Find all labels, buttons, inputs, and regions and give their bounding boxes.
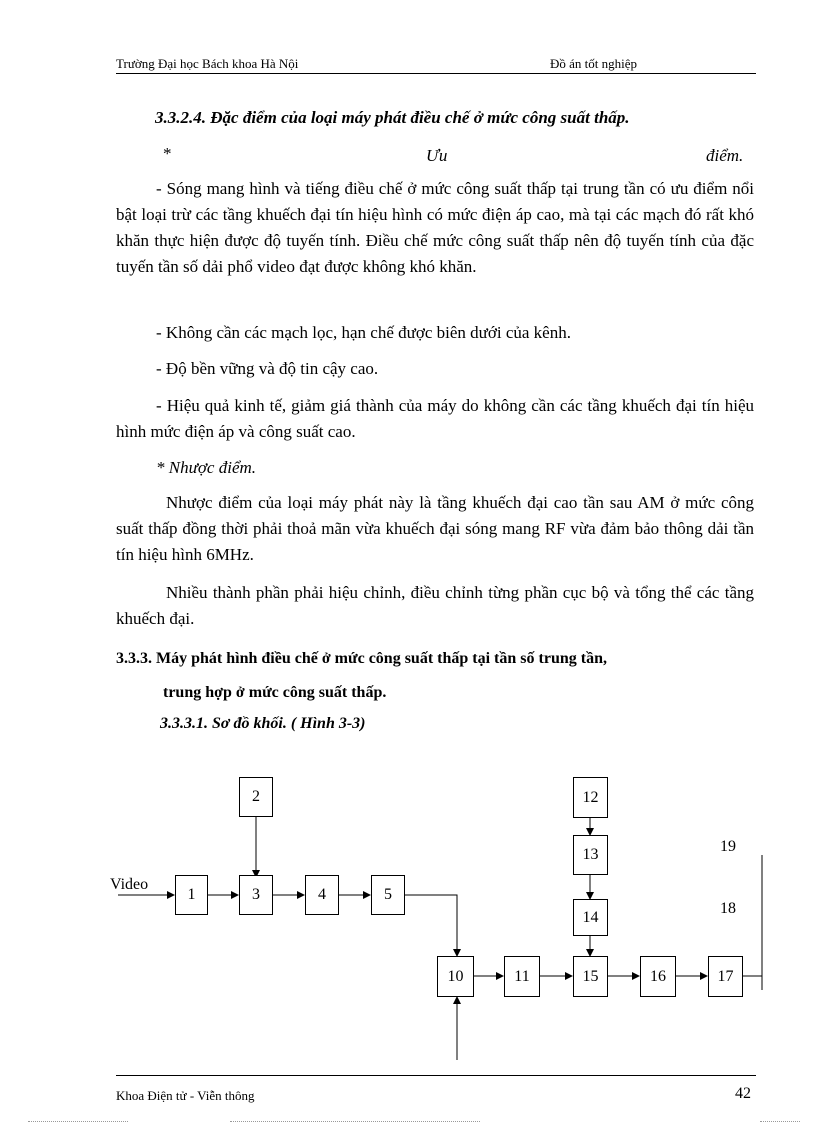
- label-18: 18: [720, 900, 736, 917]
- header-rule: [116, 73, 756, 74]
- block-10: 10: [437, 956, 474, 997]
- section-heading: 3.3.2.4. Đặc điểm của loại máy phát điều chế ở mức công suất thấp.: [155, 108, 630, 127]
- footer-rule: [116, 1075, 756, 1076]
- advantages-word1: Ưu: [426, 146, 448, 165]
- footer-dots-left: [28, 1121, 128, 1122]
- footer-dots-right: [760, 1121, 800, 1122]
- block-16: 16: [640, 956, 676, 997]
- block-diagram: [0, 760, 816, 1070]
- disadvantage-para-2: Nhiều thành phần phải hiệu chỉnh, điều chỉnh từng phần cục bộ và tổng thể các tầng khuếch đại.: [116, 583, 754, 628]
- header-right: Đồ án tốt nghiệp: [550, 56, 638, 71]
- disadvantages-title: * Nhược điểm.: [156, 458, 257, 477]
- block-5: 5: [371, 875, 405, 915]
- advantage-item-1: - Sóng mang hình và tiếng điều chế ở mức công suất thấp tại trung tần có ưu điểm nổi bật loại trừ các tầng khuếch đại tín hiệu hình có mức điện áp cao, mà tại các mạch đó rất khó khăn thực hiện được độ tuyến tính. Điều chế mức công suất thấp nên độ tuyến tính của đặc tuyến tần số dải phổ video đạt được không khó khăn.: [116, 179, 754, 276]
- block-13: 13: [573, 835, 608, 875]
- arrow-5-to-10: [404, 895, 457, 956]
- disadvantage-para-1: Nhược điểm của loại máy phát này là tầng khuếch đại cao tần sau AM ở mức công suất thấp đồng thời phải thoả mãn vừa khuếch đại sóng mang RF vừa đảm bảo thông dải tần tín hiệu hình 6MHz.: [116, 493, 754, 564]
- header-left: Trường Đại học Bách khoa Hà Nội: [116, 56, 299, 71]
- block-11: 11: [504, 956, 540, 997]
- block-14: 14: [573, 899, 608, 936]
- block-4: 4: [305, 875, 339, 915]
- footer-left: Khoa Điện tử - Viễn thông: [116, 1088, 255, 1103]
- advantages-word2: điểm.: [706, 146, 744, 165]
- block-17: 17: [708, 956, 743, 997]
- page-number: 42: [735, 1085, 751, 1102]
- advantage-item-2: - Không cần các mạch lọc, hạn chế được biên dưới của kênh.: [156, 323, 571, 342]
- advantage-item-3: - Độ bền vững và độ tin cậy cao.: [156, 359, 379, 378]
- advantage-item-4: - Hiệu quả kinh tế, giảm giá thành của máy do không cần các tầng khuếch đại tín hiệu hình mức điện áp và công suất cao.: [116, 396, 754, 441]
- section-333-line2: trung hợp ở mức công suất thấp.: [163, 684, 387, 701]
- footer-dots-middle: [230, 1121, 480, 1122]
- section-333-line1: 3.3.3. Máy phát hình điều chế ở mức công suất thấp tại tần số trung tần,: [116, 650, 607, 667]
- block-1: 1: [175, 875, 208, 915]
- advantages-star: *: [163, 144, 172, 163]
- section-3331-heading: 3.3.3.1. Sơ đồ khối. ( Hình 3-3): [160, 715, 366, 732]
- label-19: 19: [720, 838, 736, 855]
- block-12: 12: [573, 777, 608, 818]
- block-3: 3: [239, 875, 273, 915]
- block-2: 2: [239, 777, 273, 817]
- block-15: 15: [573, 956, 608, 997]
- video-input-label: Video: [110, 876, 149, 893]
